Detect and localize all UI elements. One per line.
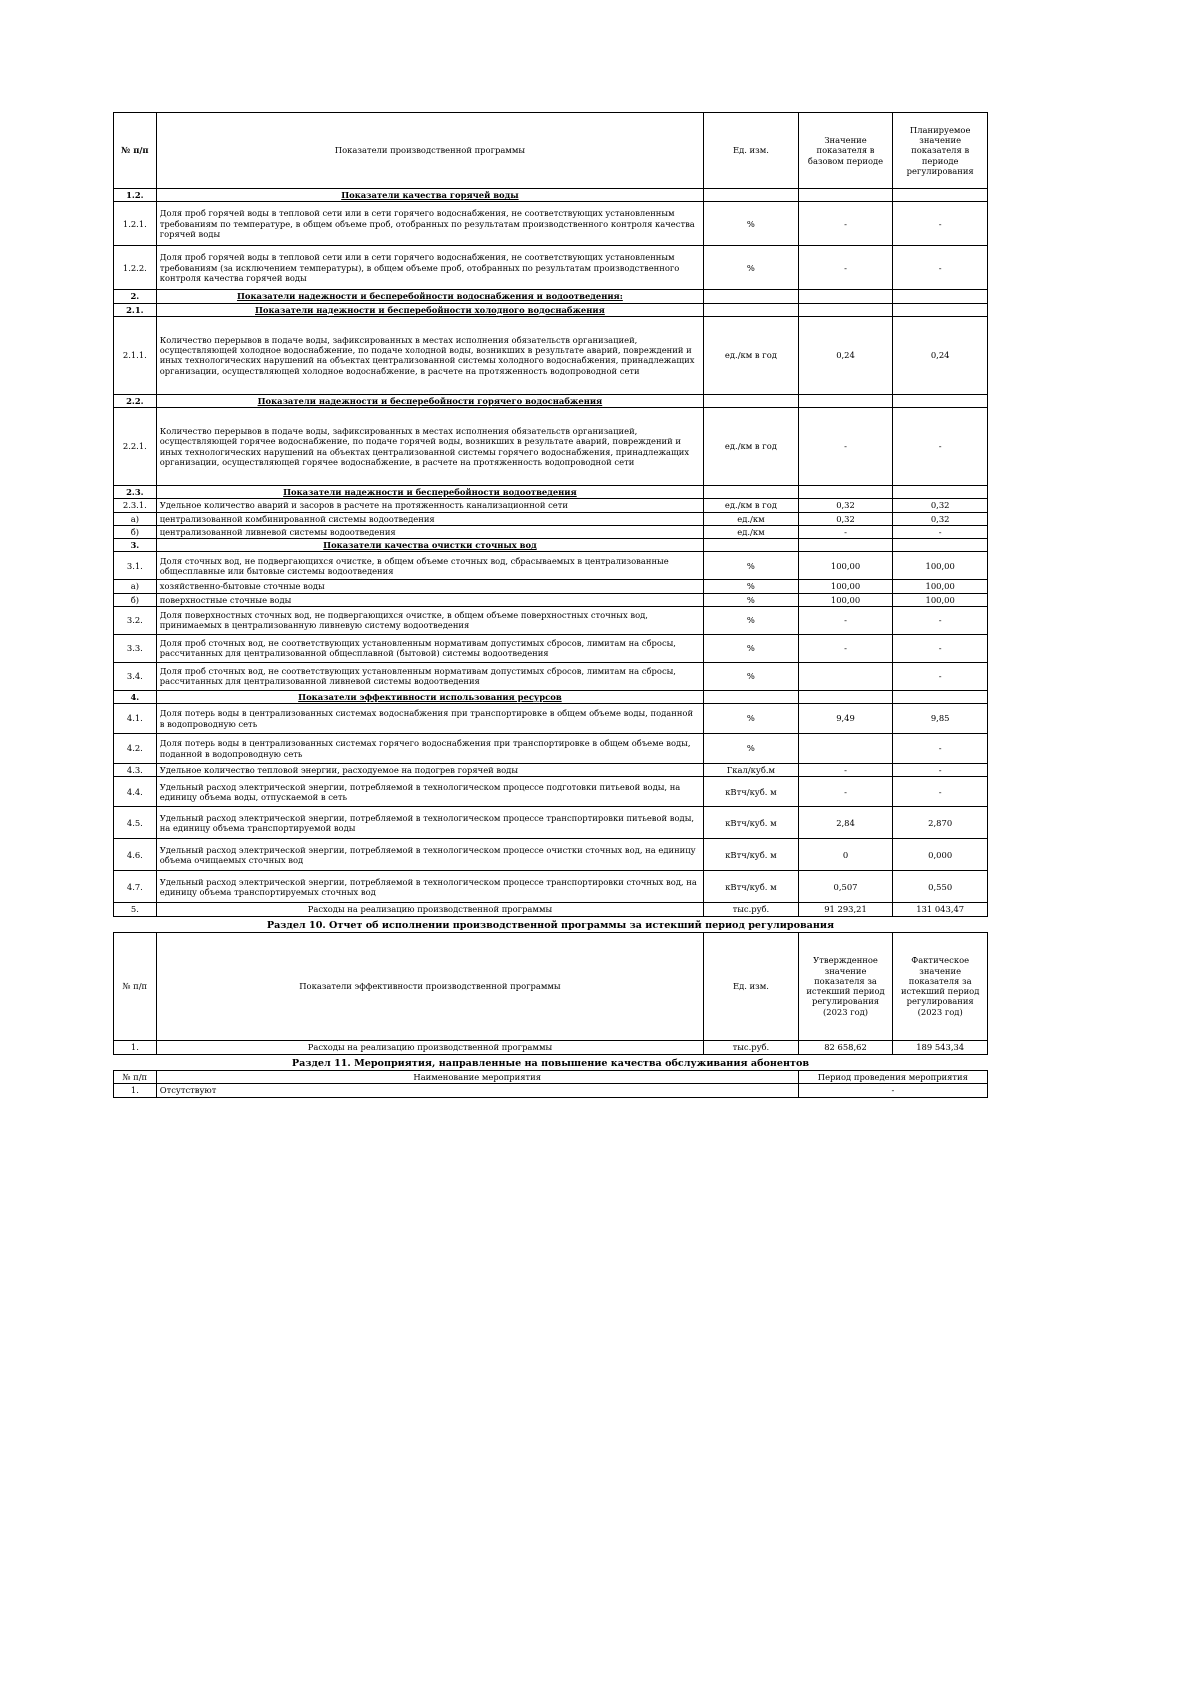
row-name: Показатели качества очистки сточных вод: [156, 539, 703, 552]
row-name: Расходы на реализацию производственной программы: [156, 903, 703, 916]
report-header-name: Показатели эффективности производственной программы: [156, 932, 703, 1040]
section-row: [114, 539, 988, 552]
row-num: 2.1.1.: [114, 316, 157, 394]
row-num: 4.: [114, 690, 157, 703]
row-num: 4.6.: [114, 839, 157, 871]
row-num: 2.2.: [114, 394, 157, 407]
col-header-name: Показатели производственной программы: [156, 113, 703, 189]
row-num: 3.: [114, 539, 157, 552]
section-11-title: Раздел 11. Мероприятия, направленные на повышение качества обслуживания абонентов: [291, 1057, 810, 1069]
table-row: [114, 202, 988, 246]
row-base-value: [798, 290, 893, 303]
row-base-value: [798, 394, 893, 407]
row-base-value: [798, 539, 893, 552]
row-unit: [704, 690, 799, 703]
row-unit: [704, 303, 799, 316]
row-base-value: -: [798, 408, 893, 486]
table-row: [114, 606, 988, 634]
col-header-unit: Ед. изм.: [704, 113, 799, 189]
row-base-value: [798, 486, 893, 499]
row-base-value: [798, 690, 893, 703]
report-header-approved: Утвержденное значение показателя за истекший период регулирования (2023 год): [798, 932, 893, 1040]
row-base-value: -: [798, 634, 893, 662]
measures-header-name: Наименование мероприятия: [156, 1070, 798, 1083]
table-row: [114, 552, 988, 580]
table-row: [114, 871, 988, 903]
row-planned-value: -: [893, 777, 988, 807]
row-num: 5.: [114, 903, 157, 916]
row-unit: кВтч/куб. м: [704, 871, 799, 903]
table-row: [114, 777, 988, 807]
row-num: 1.2.1.: [114, 202, 157, 246]
row-unit: %: [704, 606, 799, 634]
row-num: 2.3.: [114, 486, 157, 499]
row-num: 2.3.1.: [114, 499, 157, 512]
report-header-unit: Ед. изм.: [704, 932, 799, 1040]
row-unit: ед./км в год: [704, 316, 799, 394]
row-base-value: 0,507: [798, 871, 893, 903]
row-unit: ед./км в год: [704, 499, 799, 512]
row-name: Доля проб горячей воды в тепловой сети или в сети горячего водоснабжения, не соответствующих установленным требованиям (за исключением температуры), в общем объеме проб, отобранных по результатам производственного контроля качества горячей воды: [156, 246, 703, 290]
section-row: [114, 189, 988, 202]
col-header-planned: Планируемое значение показателя в периоде регулирования: [893, 113, 988, 189]
row-num: 4.3.: [114, 764, 157, 777]
row-num: 4.2.: [114, 734, 157, 764]
row-name: Доля проб горячей воды в тепловой сети или в сети горячего водоснабжения, не соответствующих установленным требованиям по температуре, в общем объеме проб, отобранных по результатам производственного контроля качества горячей воды: [156, 202, 703, 246]
row-planned-value: 0,550: [893, 871, 988, 903]
table-row: [114, 246, 988, 290]
row-planned-value: -: [893, 634, 988, 662]
row-num: б): [114, 525, 157, 538]
table-row: [114, 1040, 988, 1054]
report-table: [113, 932, 988, 1055]
row-planned-value: 0,32: [893, 512, 988, 525]
row-num: б): [114, 593, 157, 606]
row-base-value: -: [798, 606, 893, 634]
col-header-num: № п/п: [114, 113, 157, 189]
table-row: [114, 839, 988, 871]
row-planned-value: 9,85: [893, 704, 988, 734]
table-row: [114, 580, 988, 593]
row-unit: кВтч/куб. м: [704, 777, 799, 807]
row-base-value: [798, 662, 893, 690]
row-name: Доля потерь воды в централизованных системах водоснабжения при транспортировке в общем объеме воды, поданной в водопроводную сеть: [156, 704, 703, 734]
row-base-value: 0,32: [798, 499, 893, 512]
table-row: [114, 734, 988, 764]
report-header-actual: Фактическое значение показателя за истекший период регулирования (2023 год): [893, 932, 988, 1040]
report-header-num: № п/п: [114, 932, 157, 1040]
row-num: 3.4.: [114, 662, 157, 690]
measures-row-name: Отсутствуют: [156, 1083, 798, 1097]
row-name: Показатели эффективности использования ресурсов: [156, 690, 703, 703]
row-name: Доля сточных вод, не подвергающихся очистке, в общем объеме сточных вод, сбрасываемых в централизованные общесплавные или бытовые системы водоотведения: [156, 552, 703, 580]
row-unit: кВтч/куб. м: [704, 839, 799, 871]
section-row: [114, 303, 988, 316]
row-base-value: 0,24: [798, 316, 893, 394]
row-unit: %: [704, 202, 799, 246]
row-num: 4.7.: [114, 871, 157, 903]
row-base-value: -: [798, 246, 893, 290]
table-row: [114, 704, 988, 734]
row-planned-value: -: [893, 734, 988, 764]
row-base-value: -: [798, 777, 893, 807]
row-planned-value: -: [893, 246, 988, 290]
row-name: Количество перерывов в подаче воды, зафиксированных в местах исполнения обязательств организацией, осуществляющей горячее водоснабжение, по подаче горячей воды, возникших в результате аварий, повреждений и иных технологических нарушений на объектах централизованной системы горячего водоснабжения, принадлежащих организации, осуществляющей горячее водоснабжение, в расчете на протяженность водопроводной сети: [156, 408, 703, 486]
row-base-value: 91 293,21: [798, 903, 893, 916]
row-planned-value: -: [893, 525, 988, 538]
table-row: [114, 634, 988, 662]
row-num: 2.: [114, 290, 157, 303]
table-row: [114, 807, 988, 839]
row-planned-value: 0,32: [893, 499, 988, 512]
row-base-value: 2,84: [798, 807, 893, 839]
document-page: [113, 112, 988, 1098]
row-planned-value: -: [893, 202, 988, 246]
row-planned-value: [893, 539, 988, 552]
row-name: Показатели качества горячей воды: [156, 189, 703, 202]
row-base-value: 0,32: [798, 512, 893, 525]
report-row-name: Расходы на реализацию производственной программы: [156, 1040, 703, 1054]
production-program-body: [114, 189, 988, 917]
row-unit: %: [704, 552, 799, 580]
row-unit: [704, 486, 799, 499]
row-unit: %: [704, 662, 799, 690]
row-planned-value: -: [893, 662, 988, 690]
row-name: Удельный расход электрической энергии, потребляемой в технологическом процессе подготовки питьевой воды, на единицу объема воды, отпускаемой в сеть: [156, 777, 703, 807]
row-base-value: -: [798, 525, 893, 538]
row-planned-value: 0,24: [893, 316, 988, 394]
row-planned-value: [893, 290, 988, 303]
row-unit: тыс.руб.: [704, 903, 799, 916]
measures-header-period: Период проведения мероприятия: [798, 1070, 987, 1083]
row-unit: %: [704, 246, 799, 290]
row-name: Доля потерь воды в централизованных системах горячего водоснабжения при транспортировке в общем объеме воды, поданной в водопроводную сеть: [156, 734, 703, 764]
row-planned-value: -: [893, 606, 988, 634]
row-planned-value: 2,870: [893, 807, 988, 839]
row-unit: ед./км: [704, 525, 799, 538]
row-planned-value: 100,00: [893, 580, 988, 593]
table-row: [114, 316, 988, 394]
row-num: 2.1.: [114, 303, 157, 316]
measures-row-period: -: [798, 1083, 987, 1097]
row-base-value: 100,00: [798, 552, 893, 580]
row-planned-value: [893, 303, 988, 316]
table-row: [114, 662, 988, 690]
row-name: Удельный расход электрической энергии, потребляемой в технологическом процессе очистки сточных вод, на единицу объема очищаемых сточных вод: [156, 839, 703, 871]
row-num: 1.2.2.: [114, 246, 157, 290]
row-planned-value: [893, 486, 988, 499]
row-planned-value: [893, 394, 988, 407]
col-header-base: Значение показателя в базовом периоде: [798, 113, 893, 189]
row-base-value: [798, 734, 893, 764]
row-unit: %: [704, 734, 799, 764]
row-name: Удельное количество аварий и засоров в расчете на протяженность канализационной сети: [156, 499, 703, 512]
report-row-unit: тыс.руб.: [704, 1040, 799, 1054]
table-row: [114, 499, 988, 512]
section-row: [114, 290, 988, 303]
row-planned-value: [893, 189, 988, 202]
production-program-table: [113, 112, 988, 917]
row-unit: [704, 290, 799, 303]
measures-header-num: № п/п: [114, 1070, 157, 1083]
row-unit: ед./км в год: [704, 408, 799, 486]
row-name: Показатели надежности и бесперебойности водоснабжения и водоотведения:: [156, 290, 703, 303]
section-row: [114, 486, 988, 499]
row-unit: %: [704, 634, 799, 662]
row-unit: %: [704, 593, 799, 606]
table-row: [114, 1083, 988, 1097]
row-num: 3.3.: [114, 634, 157, 662]
row-unit: [704, 394, 799, 407]
row-base-value: -: [798, 764, 893, 777]
row-unit: %: [704, 580, 799, 593]
row-name: централизованной комбинированной системы водоотведения: [156, 512, 703, 525]
row-name: Количество перерывов в подаче воды, зафиксированных в местах исполнения обязательств организацией, осуществляющей холодное водоснабжение, по подаче холодной воды, возникших в результате аварий, повреждений и иных технологических нарушений на объектах централизованной системы холодного водоснабжения, принадлежащих организации, осуществляющей холодное водоснабжение, в расчете на протяженность водопроводной сети: [156, 316, 703, 394]
row-unit: %: [704, 704, 799, 734]
table-row: [114, 764, 988, 777]
row-base-value: -: [798, 202, 893, 246]
row-name: Показатели надежности и бесперебойности холодного водоснабжения: [156, 303, 703, 316]
table-row: [114, 593, 988, 606]
row-base-value: 100,00: [798, 580, 893, 593]
row-num: 4.1.: [114, 704, 157, 734]
measures-row-num: 1.: [114, 1083, 157, 1097]
row-base-value: [798, 189, 893, 202]
row-num: а): [114, 580, 157, 593]
row-name: централизованной ливневой системы водоотведения: [156, 525, 703, 538]
row-planned-value: -: [893, 408, 988, 486]
row-unit: кВтч/куб. м: [704, 807, 799, 839]
row-unit: [704, 189, 799, 202]
row-name: Доля проб сточных вод, не соответствующих установленным нормативам допустимых сбросов, лимитам на сбросы, рассчитанных для централизованной общесплавной (бытовой) системы водоотведения: [156, 634, 703, 662]
row-name: Доля проб сточных вод, не соответствующих установленным нормативам допустимых сбросов, лимитам на сбросы, рассчитанных для централизованной ливневой системы водоотведения: [156, 662, 703, 690]
row-num: 2.2.1.: [114, 408, 157, 486]
section-row: [114, 394, 988, 407]
row-unit: [704, 539, 799, 552]
table-row: [114, 525, 988, 538]
row-name: хозяйственно-бытовые сточные воды: [156, 580, 703, 593]
row-unit: ед./км: [704, 512, 799, 525]
row-base-value: [798, 303, 893, 316]
row-num: 3.1.: [114, 552, 157, 580]
report-row-approved: 82 658,62: [798, 1040, 893, 1054]
row-planned-value: [893, 690, 988, 703]
row-planned-value: -: [893, 764, 988, 777]
section-10-title: Раздел 10. Отчет об исполнении производственной программы за истекший период регулирования: [266, 919, 835, 931]
row-name: Показатели надежности и бесперебойности горячего водоснабжения: [156, 394, 703, 407]
row-planned-value: 131 043,47: [893, 903, 988, 916]
row-base-value: 9,49: [798, 704, 893, 734]
row-num: 4.4.: [114, 777, 157, 807]
row-name: Доля поверхностных сточных вод, не подвергающихся очистке, в общем объеме поверхностных сточных вод, принимаемых в централизованную ливневую систему водоотведения: [156, 606, 703, 634]
report-row-actual: 189 543,34: [893, 1040, 988, 1054]
row-num: 1.2.: [114, 189, 157, 202]
table-row: [114, 408, 988, 486]
row-base-value: 0: [798, 839, 893, 871]
row-name: поверхностные сточные воды: [156, 593, 703, 606]
row-planned-value: 100,00: [893, 552, 988, 580]
row-name: Удельное количество тепловой энергии, расходуемое на подогрев горячей воды: [156, 764, 703, 777]
row-name: Показатели надежности и бесперебойности водоотведения: [156, 486, 703, 499]
row-name: Удельный расход электрической энергии, потребляемой в технологическом процессе транспортировки питьевой воды, на единицу объема транспортируемой воды: [156, 807, 703, 839]
section-row: [114, 690, 988, 703]
report-row-num: 1.: [114, 1040, 157, 1054]
row-name: Удельный расход электрической энергии, потребляемой в технологическом процессе транспортировки сточных вод, на единицу объема транспортируемых сточных вод: [156, 871, 703, 903]
row-num: 3.2.: [114, 606, 157, 634]
row-unit: Гкал/куб.м: [704, 764, 799, 777]
row-planned-value: 0,000: [893, 839, 988, 871]
row-base-value: 100,00: [798, 593, 893, 606]
row-num: 4.5.: [114, 807, 157, 839]
total-row: [114, 903, 988, 916]
row-planned-value: 100,00: [893, 593, 988, 606]
row-num: а): [114, 512, 157, 525]
table-row: [114, 512, 988, 525]
measures-table: [113, 1070, 988, 1098]
